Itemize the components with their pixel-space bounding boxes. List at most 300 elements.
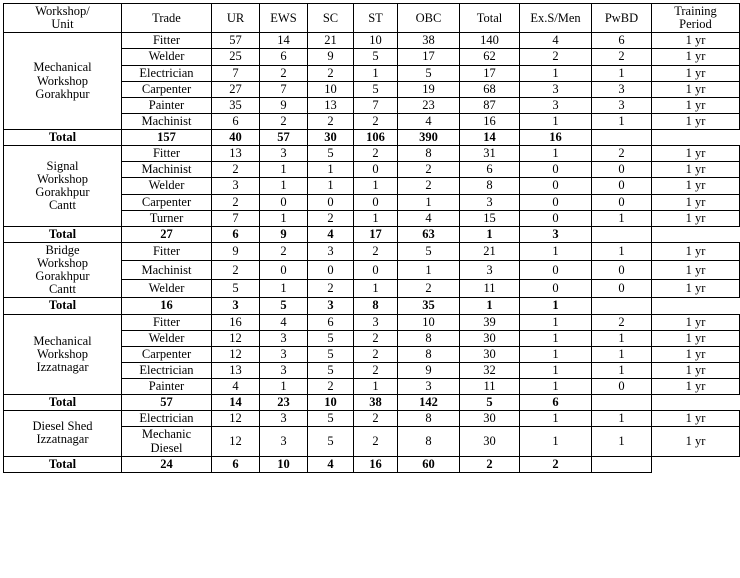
cell-training-period: 1 yr [652, 33, 740, 49]
cell-ur: 12 [212, 411, 260, 427]
cell-sc: 2 [308, 65, 354, 81]
cell-training-period: 1 yr [652, 362, 740, 378]
cell-total: 31 [460, 146, 520, 162]
total-pwbd: 3 [520, 226, 592, 242]
cell-obc: 9 [398, 362, 460, 378]
cell-pwbd: 1 [592, 330, 652, 346]
table-body [4, 33, 740, 473]
header-ews: EWS [260, 4, 308, 33]
cell-total: 68 [460, 81, 520, 97]
cell-ur: 2 [212, 162, 260, 178]
total-label: Total [4, 298, 122, 314]
trade-cell: Machinist [122, 162, 212, 178]
unit-line: Gorakhpur [35, 184, 90, 199]
total-ur: 27 [122, 226, 212, 242]
cell-st: 5 [354, 49, 398, 65]
header-workshop-unit-line1: Workshop/ [35, 4, 90, 18]
cell-total: 6 [460, 162, 520, 178]
total-pwbd: 16 [520, 130, 592, 146]
cell-obc: 2 [398, 162, 460, 178]
unit-cell [4, 33, 122, 130]
table-row-total [4, 130, 740, 146]
total-label: Total [4, 226, 122, 242]
cell-obc: 8 [398, 346, 460, 362]
cell-st: 10 [354, 33, 398, 49]
cell-st: 1 [354, 65, 398, 81]
table-row-total [4, 456, 740, 472]
cell-exs: 0 [520, 261, 592, 280]
cell-sc: 5 [308, 411, 354, 427]
cell-total: 8 [460, 178, 520, 194]
cell-training-period: 1 yr [652, 314, 740, 330]
cell-total: 62 [460, 49, 520, 65]
cell-obc: 8 [398, 427, 460, 456]
total-sc: 10 [260, 456, 308, 472]
total-training-period [592, 395, 652, 411]
trade-cell: Fitter [122, 314, 212, 330]
cell-sc: 1 [308, 162, 354, 178]
cell-st: 2 [354, 330, 398, 346]
header-sc: SC [308, 4, 354, 33]
total-obc: 16 [354, 456, 398, 472]
cell-ews: 3 [260, 146, 308, 162]
cell-obc: 17 [398, 49, 460, 65]
cell-obc: 19 [398, 81, 460, 97]
total-sc: 9 [260, 226, 308, 242]
total-obc: 38 [354, 395, 398, 411]
total-ur: 57 [122, 395, 212, 411]
cell-ur: 9 [212, 242, 260, 261]
cell-training-period: 1 yr [652, 194, 740, 210]
cell-st: 7 [354, 97, 398, 113]
header-trade: Trade [122, 4, 212, 33]
cell-pwbd: 1 [592, 362, 652, 378]
cell-st: 2 [354, 411, 398, 427]
cell-training-period: 1 yr [652, 261, 740, 280]
cell-exs: 3 [520, 97, 592, 113]
cell-sc: 2 [308, 279, 354, 298]
unit-line: Mechanical [33, 333, 92, 348]
unit-line: Izzatnagar [36, 359, 89, 374]
cell-ur: 12 [212, 427, 260, 456]
cell-total: 30 [460, 427, 520, 456]
cell-sc: 5 [308, 346, 354, 362]
cell-pwbd: 6 [592, 33, 652, 49]
cell-ews: 3 [260, 427, 308, 456]
cell-total: 15 [460, 210, 520, 226]
cell-ur: 57 [212, 33, 260, 49]
total-sc: 5 [260, 298, 308, 314]
unit-line: Bridge [45, 242, 80, 257]
cell-training-period: 1 yr [652, 411, 740, 427]
total-total: 35 [398, 298, 460, 314]
cell-ews: 2 [260, 65, 308, 81]
total-pwbd: 1 [520, 298, 592, 314]
cell-ews: 3 [260, 362, 308, 378]
cell-sc: 5 [308, 427, 354, 456]
cell-training-period: 1 yr [652, 279, 740, 298]
total-training-period [592, 130, 652, 146]
header-ur: UR [212, 4, 260, 33]
table-row-total [4, 298, 740, 314]
cell-training-period: 1 yr [652, 81, 740, 97]
cell-exs: 0 [520, 162, 592, 178]
table-row [4, 33, 740, 49]
cell-sc: 9 [308, 49, 354, 65]
table-header [4, 4, 740, 33]
header-training-line1: Training [674, 4, 717, 18]
cell-ews: 0 [260, 194, 308, 210]
trade-cell: Fitter [122, 242, 212, 261]
table-row [4, 314, 740, 330]
cell-total: 21 [460, 242, 520, 261]
total-pwbd: 6 [520, 395, 592, 411]
cell-exs: 1 [520, 113, 592, 129]
total-total: 142 [398, 395, 460, 411]
total-ews: 14 [212, 395, 260, 411]
cell-st: 2 [354, 427, 398, 456]
total-ur: 24 [122, 456, 212, 472]
cell-st: 1 [354, 379, 398, 395]
total-exs: 5 [460, 395, 520, 411]
cell-ews: 1 [260, 210, 308, 226]
cell-ews: 1 [260, 178, 308, 194]
cell-ews: 7 [260, 81, 308, 97]
cell-sc: 3 [308, 242, 354, 261]
cell-pwbd: 1 [592, 65, 652, 81]
cell-sc: 5 [308, 330, 354, 346]
trade-cell: Electrician [122, 65, 212, 81]
cell-training-period: 1 yr [652, 210, 740, 226]
trade-line: Mechanic [141, 427, 192, 442]
unit-line: Signal [46, 158, 79, 173]
trade-cell: Welder [122, 279, 212, 298]
cell-ews: 2 [260, 113, 308, 129]
cell-pwbd: 1 [592, 113, 652, 129]
unit-line: Mechanical [33, 60, 92, 75]
cell-pwbd: 1 [592, 210, 652, 226]
header-workshop-unit [4, 4, 122, 33]
total-label: Total [4, 130, 122, 146]
cell-ur: 5 [212, 279, 260, 298]
cell-training-period: 1 yr [652, 49, 740, 65]
total-label: Total [4, 395, 122, 411]
cell-pwbd: 0 [592, 279, 652, 298]
cell-ur: 13 [212, 362, 260, 378]
cell-total: 30 [460, 330, 520, 346]
unit-cell [4, 146, 122, 227]
cell-pwbd: 0 [592, 162, 652, 178]
cell-training-period: 1 yr [652, 178, 740, 194]
cell-exs: 1 [520, 242, 592, 261]
cell-sc: 0 [308, 261, 354, 280]
total-obc: 17 [354, 226, 398, 242]
total-obc: 106 [354, 130, 398, 146]
cell-total: 87 [460, 97, 520, 113]
cell-pwbd: 0 [592, 178, 652, 194]
total-st: 3 [308, 298, 354, 314]
trade-cell: Fitter [122, 146, 212, 162]
cell-ews: 1 [260, 162, 308, 178]
cell-ur: 2 [212, 194, 260, 210]
cell-ews: 0 [260, 261, 308, 280]
cell-sc: 1 [308, 178, 354, 194]
cell-pwbd: 1 [592, 242, 652, 261]
cell-st: 2 [354, 146, 398, 162]
cell-pwbd: 1 [592, 411, 652, 427]
trade-cell: Welder [122, 49, 212, 65]
unit-line: Workshop [36, 73, 89, 88]
cell-training-period: 1 yr [652, 162, 740, 178]
total-pwbd: 2 [520, 456, 592, 472]
cell-training-period: 1 yr [652, 346, 740, 362]
trade-cell: Painter [122, 379, 212, 395]
table-row [4, 242, 740, 261]
cell-sc: 13 [308, 97, 354, 113]
cell-exs: 1 [520, 427, 592, 456]
cell-training-period: 1 yr [652, 379, 740, 395]
cell-ur: 3 [212, 178, 260, 194]
unit-line: Workshop [36, 256, 89, 270]
cell-ews: 3 [260, 411, 308, 427]
cell-sc: 5 [308, 146, 354, 162]
cell-st: 2 [354, 113, 398, 129]
trade-cell: Welder [122, 178, 212, 194]
cell-training-period: 1 yr [652, 330, 740, 346]
cell-total: 3 [460, 194, 520, 210]
header-ex-servicemen: Ex.S/Men [520, 4, 592, 33]
total-training-period [592, 456, 652, 472]
cell-sc: 2 [308, 210, 354, 226]
cell-total: 17 [460, 65, 520, 81]
total-ur: 16 [122, 298, 212, 314]
cell-exs: 1 [520, 362, 592, 378]
cell-ews: 3 [260, 330, 308, 346]
cell-st: 0 [354, 162, 398, 178]
header-row [4, 4, 740, 33]
unit-cell [4, 411, 122, 456]
cell-total: 140 [460, 33, 520, 49]
unit-cell [4, 314, 122, 395]
cell-exs: 1 [520, 346, 592, 362]
header-st: ST [354, 4, 398, 33]
cell-exs: 0 [520, 210, 592, 226]
trade-cell: Carpenter [122, 346, 212, 362]
cell-pwbd: 2 [592, 49, 652, 65]
header-training-line2: Period [679, 17, 712, 32]
cell-ur: 6 [212, 113, 260, 129]
total-label: Total [4, 456, 122, 472]
total-ews: 6 [212, 226, 260, 242]
header-obc: OBC [398, 4, 460, 33]
cell-exs: 1 [520, 65, 592, 81]
table-row [4, 146, 740, 162]
trade-line: Diesel [150, 440, 183, 455]
cell-training-period: 1 yr [652, 113, 740, 129]
cell-exs: 0 [520, 178, 592, 194]
cell-total: 3 [460, 261, 520, 280]
cell-obc: 38 [398, 33, 460, 49]
cell-st: 3 [354, 314, 398, 330]
cell-pwbd: 0 [592, 261, 652, 280]
cell-ur: 2 [212, 261, 260, 280]
cell-pwbd: 3 [592, 81, 652, 97]
cell-pwbd: 1 [592, 427, 652, 456]
cell-training-period: 1 yr [652, 146, 740, 162]
table-row-total [4, 226, 740, 242]
cell-pwbd: 2 [592, 314, 652, 330]
total-st: 4 [308, 226, 354, 242]
cell-ur: 12 [212, 330, 260, 346]
cell-total: 32 [460, 362, 520, 378]
cell-st: 1 [354, 279, 398, 298]
unit-line: Cantt [48, 198, 77, 213]
cell-ews: 1 [260, 379, 308, 395]
cell-sc: 10 [308, 81, 354, 97]
cell-st: 5 [354, 81, 398, 97]
total-st: 30 [308, 130, 354, 146]
cell-obc: 5 [398, 242, 460, 261]
trade-cell: Turner [122, 210, 212, 226]
total-exs: 1 [460, 226, 520, 242]
total-total: 390 [398, 130, 460, 146]
trade-cell: Fitter [122, 33, 212, 49]
total-sc: 57 [260, 130, 308, 146]
trade-cell: Welder [122, 330, 212, 346]
unit-line: Gorakhpur [35, 269, 90, 284]
cell-exs: 1 [520, 314, 592, 330]
unit-line: Workshop [36, 171, 89, 186]
cell-obc: 1 [398, 194, 460, 210]
cell-obc: 4 [398, 113, 460, 129]
cell-ur: 35 [212, 97, 260, 113]
cell-st: 2 [354, 346, 398, 362]
unit-line: Workshop [36, 346, 89, 361]
total-exs: 14 [460, 130, 520, 146]
cell-obc: 10 [398, 314, 460, 330]
cell-obc: 8 [398, 411, 460, 427]
trade-cell [122, 427, 212, 456]
cell-obc: 1 [398, 261, 460, 280]
cell-obc: 2 [398, 178, 460, 194]
cell-ews: 9 [260, 97, 308, 113]
cell-ur: 25 [212, 49, 260, 65]
cell-ur: 12 [212, 346, 260, 362]
cell-exs: 2 [520, 49, 592, 65]
cell-total: 30 [460, 411, 520, 427]
total-exs: 1 [460, 298, 520, 314]
cell-obc: 8 [398, 330, 460, 346]
trade-cell: Carpenter [122, 81, 212, 97]
header-total: Total [460, 4, 520, 33]
unit-line: Gorakhpur [35, 86, 90, 101]
total-ews: 3 [212, 298, 260, 314]
cell-exs: 1 [520, 146, 592, 162]
cell-pwbd: 2 [592, 146, 652, 162]
cell-exs: 1 [520, 330, 592, 346]
cell-obc: 8 [398, 146, 460, 162]
total-total: 63 [398, 226, 460, 242]
total-ews: 6 [212, 456, 260, 472]
trade-cell: Painter [122, 97, 212, 113]
cell-st: 0 [354, 194, 398, 210]
cell-st: 2 [354, 242, 398, 261]
cell-sc: 2 [308, 113, 354, 129]
trade-cell: Machinist [122, 113, 212, 129]
cell-pwbd: 0 [592, 379, 652, 395]
cell-st: 0 [354, 261, 398, 280]
unit-line: Cantt [48, 282, 77, 297]
cell-pwbd: 0 [592, 194, 652, 210]
cell-total: 11 [460, 379, 520, 395]
cell-st: 1 [354, 210, 398, 226]
vacancy-table [3, 3, 740, 473]
total-st: 10 [308, 395, 354, 411]
cell-total: 39 [460, 314, 520, 330]
cell-pwbd: 1 [592, 346, 652, 362]
cell-ur: 13 [212, 146, 260, 162]
cell-training-period: 1 yr [652, 242, 740, 261]
trade-cell: Electrician [122, 362, 212, 378]
header-workshop-unit-line2: Unit [51, 17, 74, 32]
cell-sc: 5 [308, 362, 354, 378]
unit-line: Izzatnagar [36, 432, 89, 447]
cell-sc: 0 [308, 194, 354, 210]
cell-ur: 27 [212, 81, 260, 97]
cell-obc: 2 [398, 279, 460, 298]
cell-sc: 6 [308, 314, 354, 330]
cell-training-period: 1 yr [652, 427, 740, 456]
total-obc: 8 [354, 298, 398, 314]
cell-total: 16 [460, 113, 520, 129]
cell-ews: 2 [260, 242, 308, 261]
cell-ur: 7 [212, 65, 260, 81]
cell-exs: 3 [520, 81, 592, 97]
cell-exs: 4 [520, 33, 592, 49]
cell-sc: 2 [308, 379, 354, 395]
total-training-period [592, 298, 652, 314]
cell-exs: 0 [520, 194, 592, 210]
table-row-total [4, 395, 740, 411]
cell-ews: 1 [260, 279, 308, 298]
cell-st: 2 [354, 362, 398, 378]
cell-ews: 14 [260, 33, 308, 49]
cell-obc: 5 [398, 65, 460, 81]
cell-obc: 3 [398, 379, 460, 395]
total-total: 60 [398, 456, 460, 472]
cell-exs: 1 [520, 411, 592, 427]
cell-sc: 21 [308, 33, 354, 49]
cell-ews: 6 [260, 49, 308, 65]
trade-cell: Carpenter [122, 194, 212, 210]
cell-training-period: 1 yr [652, 65, 740, 81]
total-sc: 23 [260, 395, 308, 411]
cell-total: 11 [460, 279, 520, 298]
table-row [4, 411, 740, 427]
cell-pwbd: 3 [592, 97, 652, 113]
cell-total: 30 [460, 346, 520, 362]
total-ur: 157 [122, 130, 212, 146]
trade-cell: Electrician [122, 411, 212, 427]
cell-st: 1 [354, 178, 398, 194]
cell-obc: 23 [398, 97, 460, 113]
cell-exs: 0 [520, 279, 592, 298]
header-pwbd: PwBD [592, 4, 652, 33]
total-ews: 40 [212, 130, 260, 146]
cell-exs: 1 [520, 379, 592, 395]
header-training-period [652, 4, 740, 33]
cell-training-period: 1 yr [652, 97, 740, 113]
